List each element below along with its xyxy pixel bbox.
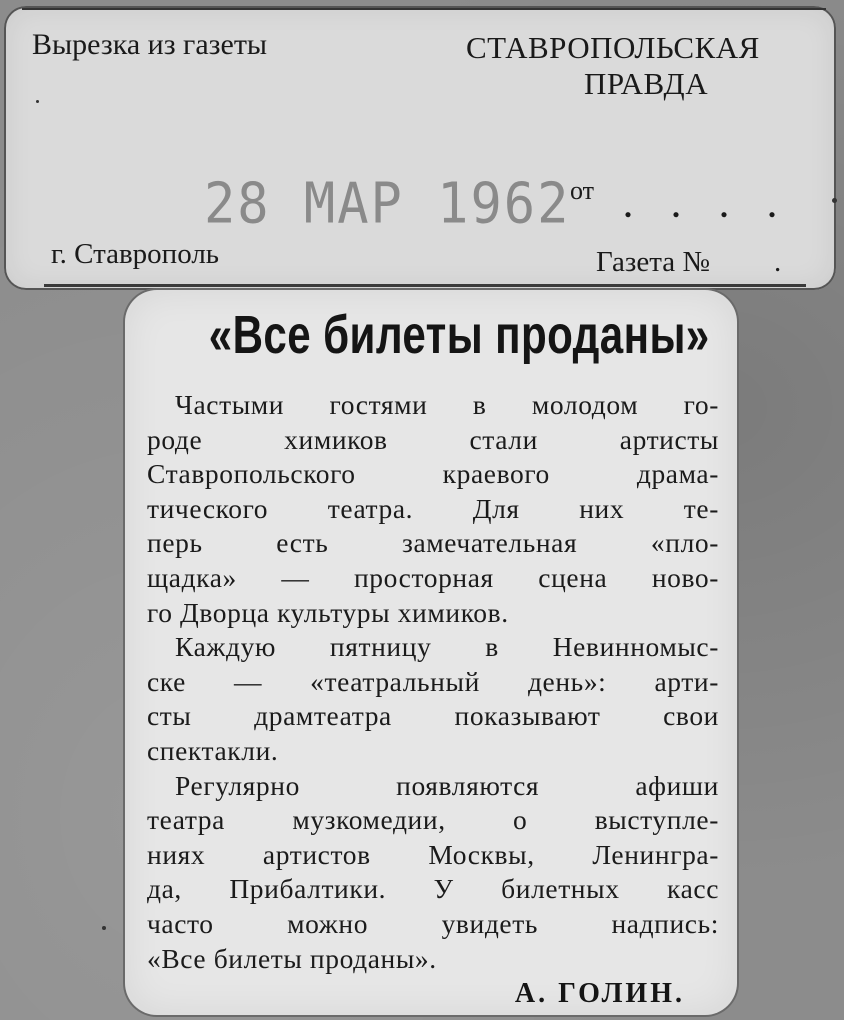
article-line: го Дворца культуры химиков. <box>147 596 509 628</box>
clipping-label: Вырезка из газеты <box>32 28 268 61</box>
article-line: роде химиков стали артисты <box>147 423 719 455</box>
article-line: щадка» — просторная сцена ново- <box>147 561 719 593</box>
header-bottom-rule <box>44 284 806 287</box>
article-author: А. ГОЛИН. <box>514 978 685 1009</box>
article-line: тического театра. Для них те- <box>147 492 719 524</box>
scan-speck <box>36 100 39 103</box>
article-headline: «Все билеты проданы» <box>208 305 710 365</box>
scan-speck <box>832 198 837 203</box>
article-clipping <box>125 290 737 1015</box>
newspaper-number-value: . <box>774 246 782 278</box>
date-ot-label: от <box>570 176 595 205</box>
newspaper-name-line2: ПРАВДА <box>584 66 709 101</box>
article-line: Частыми гостями в молодом го- <box>175 389 719 420</box>
article-line: ске — «театральный день»: арти- <box>147 665 719 697</box>
date-stamp: 28 МАР 1962 <box>204 171 571 237</box>
date-ot-value: . . . . <box>624 188 792 224</box>
article-line: сты драмтеатра показывают свои <box>147 700 719 732</box>
article-line: Ставропольского краевого драма- <box>147 458 719 490</box>
newspaper-name-line1: СТАВРОПОЛЬСКАЯ <box>466 30 760 65</box>
header-top-rule <box>22 8 826 10</box>
article-line: Каждую пятницу в Невинномыс- <box>175 631 719 663</box>
article-line: «Все билеты проданы». <box>147 942 437 974</box>
article-line: спектакли. <box>147 734 279 766</box>
article-body <box>147 388 719 976</box>
newspaper-number-label: Газета № <box>596 246 711 278</box>
clipping-header-slip <box>4 6 836 290</box>
article-line: да, Прибалтики. У билетных касс <box>147 873 719 905</box>
article-line: ниях артистов Москвы, Ленингра- <box>147 838 719 870</box>
city-label: г. Ставрополь <box>51 238 220 270</box>
scan-speck <box>102 926 106 930</box>
article-line: Регулярно появляются афиши <box>175 769 719 801</box>
article-line: часто можно увидеть надпись: <box>147 907 719 939</box>
article-line: перь есть замечательная «пло- <box>147 527 719 559</box>
article-line: театра музкомедии, о выступле- <box>147 804 719 836</box>
